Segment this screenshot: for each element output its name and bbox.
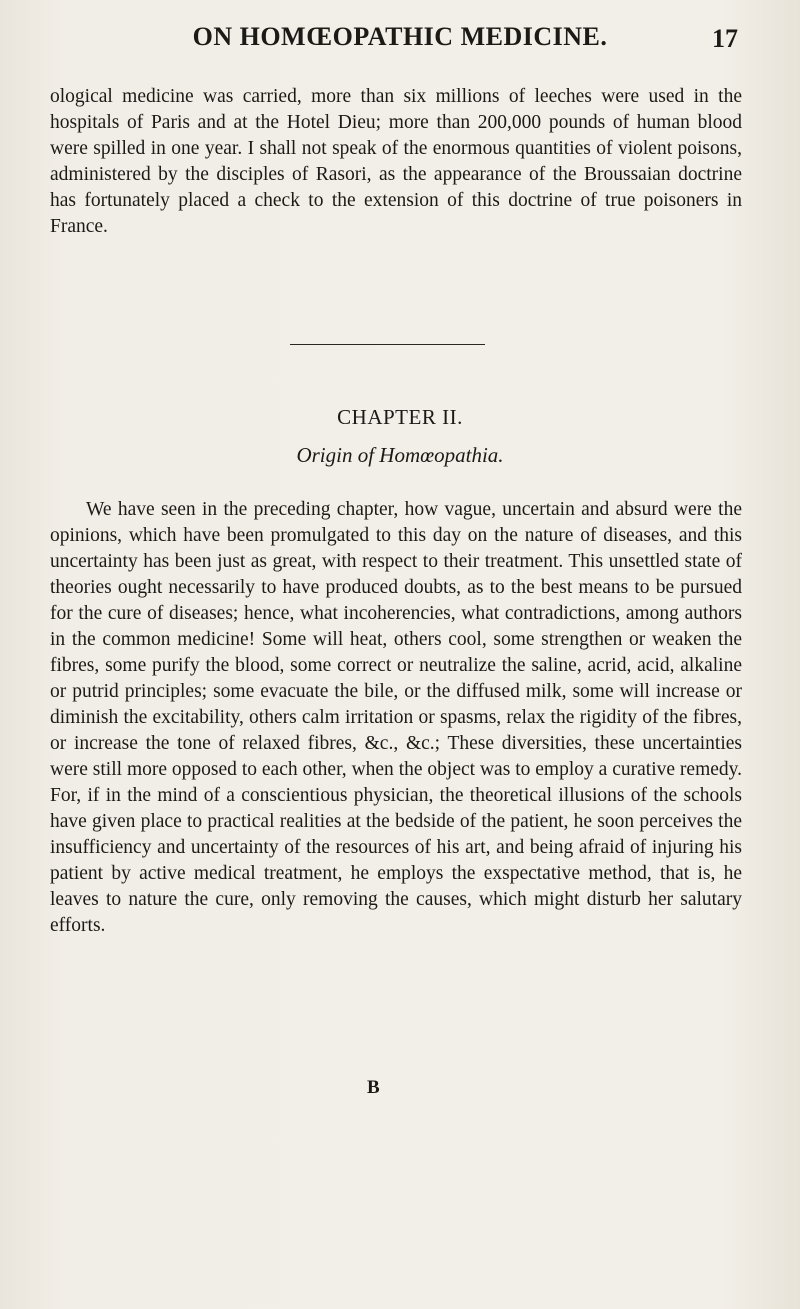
running-title: ON HOMŒOPATHIC MEDICINE. [192,22,608,51]
signature-mark: B [367,1077,380,1098]
chapter-heading: CHAPTER II. [337,405,463,429]
chapter-subtitle: Origin of Homœopathia. [296,443,504,467]
page-header [0,22,800,62]
paragraph-2: We have seen in the preceding chapter, how vague, uncertain and absurd were the opinions, which have been promulgated to this day on the nature of diseases, and this uncertainty has been just as great, with respect to their treatment. This unsettled state of theories ought necessarily to have produced doubts, as to the best means to be pursued for the cure of diseases; hence, what incoherencies, what contradictions, among authors in the common medicine! Some will heat, others cool, some strengthen or weaken the fibres, some purify the blood, some correct or neutralize the saline, acrid, acid, alkaline or putrid principles; some evacuate the bile, or the diffused milk, some will increase or diminish the excitability, others calm irritation or spasms, relax the rigidity of the fibres, or increase the tone of relaxed fibres, &c., &c.; These diversities, these uncertainties were still more opposed to each other, when the object was to employ a curative remedy. For, if in the mind of a conscientious physician, the theoretical illusions of the schools have given place to practical realities at the bedside of the patient, he soon perceives the insufficiency and uncertainty of the resources of his art, and being afraid of injuring his patient by active medical treatment, he employs the exspectative method, that is, he leaves to nature the cure, only removing the causes, which might disturb her salutary efforts. [50,499,742,936]
page-number: 17 [712,24,738,53]
section-divider [290,344,485,345]
paragraph-1: ological medicine was carried, more than six millions of leeches were used in the hospitals of Paris and at the Hotel Dieu; more than 200,000 pounds of human blood were spilled in one year. I shall not speak of the enormous quantities of violent poisons, administered by the disciples of Rasori, as the appearance of the Broussaian doctrine has fortunately placed a check to the extension of this doctrine of true poisoners in France. [50,86,742,237]
